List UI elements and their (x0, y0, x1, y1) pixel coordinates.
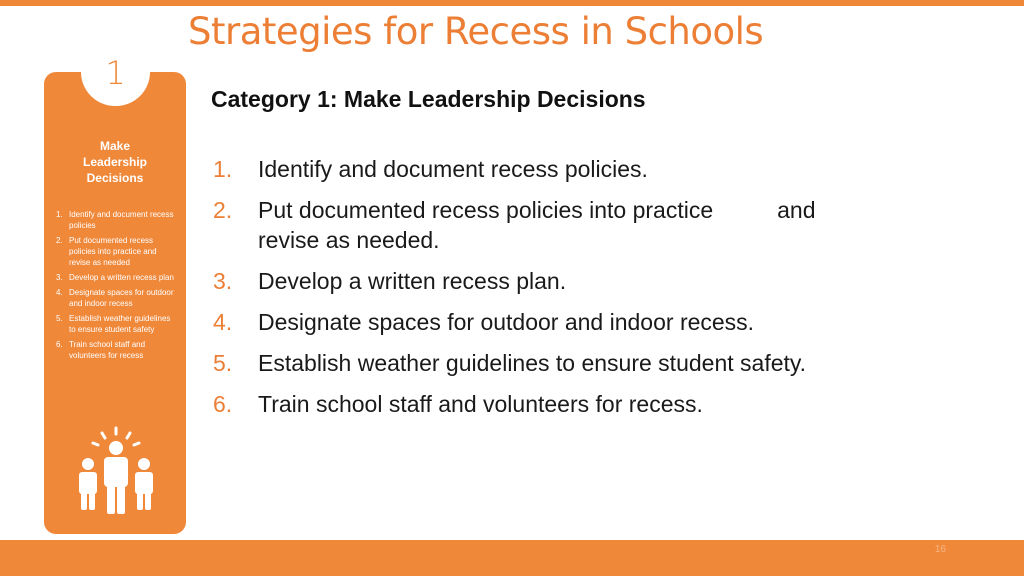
card-list (56, 209, 174, 365)
strategy-list (213, 154, 893, 430)
card-list-item: 4. Designate spaces for outdoor and indoor recess (56, 288, 174, 308)
card-heading-line: Decisions (86, 171, 144, 185)
category-heading: Category 1: Make Leadership Decisions (211, 86, 646, 112)
item-text: Put documented recess policies into practice and revise as needed. (258, 197, 816, 253)
item-number: 1. (213, 156, 233, 182)
strategy-item (213, 389, 893, 419)
item-number: 6. (213, 391, 233, 417)
card-list-item: 5. Establish weather guidelines to ensure student safety (56, 314, 171, 334)
item-text: Designate spaces for outdoor and indoor recess. (258, 309, 755, 335)
item-text: Establish weather guidelines to ensure student safety. (258, 350, 807, 376)
strategy-item (213, 307, 893, 337)
top-accent-bar (0, 0, 1024, 6)
card-number: 1 (105, 54, 126, 92)
item-text: Identify and document recess policies. (258, 156, 648, 182)
strategy-item (213, 266, 893, 296)
card-heading (44, 138, 186, 186)
page-number: 16 (934, 544, 946, 555)
bottom-accent-bar (0, 540, 1024, 576)
strategy-item (213, 195, 893, 255)
card-list-item: 2. Put documented recess policies into practice and revise as needed (56, 236, 157, 267)
item-number: 2. (213, 197, 233, 223)
item-text: Train school staff and volunteers for recess. (258, 391, 703, 417)
item-number: 5. (213, 350, 233, 376)
strategy-item (213, 348, 893, 378)
card-list-item: 1. Identify and document recess policies (56, 210, 174, 230)
card-list-item: 6. Train school staff and volunteers for recess (56, 340, 146, 360)
people-leader-icon (72, 426, 160, 516)
item-text: Develop a written recess plan. (258, 268, 567, 294)
item-number: 3. (213, 268, 233, 294)
card-heading-line: Make (99, 139, 131, 153)
strategy-item (213, 154, 893, 184)
item-number: 4. (213, 309, 233, 335)
card-list-item: 3. Develop a written recess plan (56, 273, 174, 282)
slide-title: Strategies for Recess in Schools (188, 10, 764, 53)
card-heading-line: Leadership (82, 155, 148, 169)
